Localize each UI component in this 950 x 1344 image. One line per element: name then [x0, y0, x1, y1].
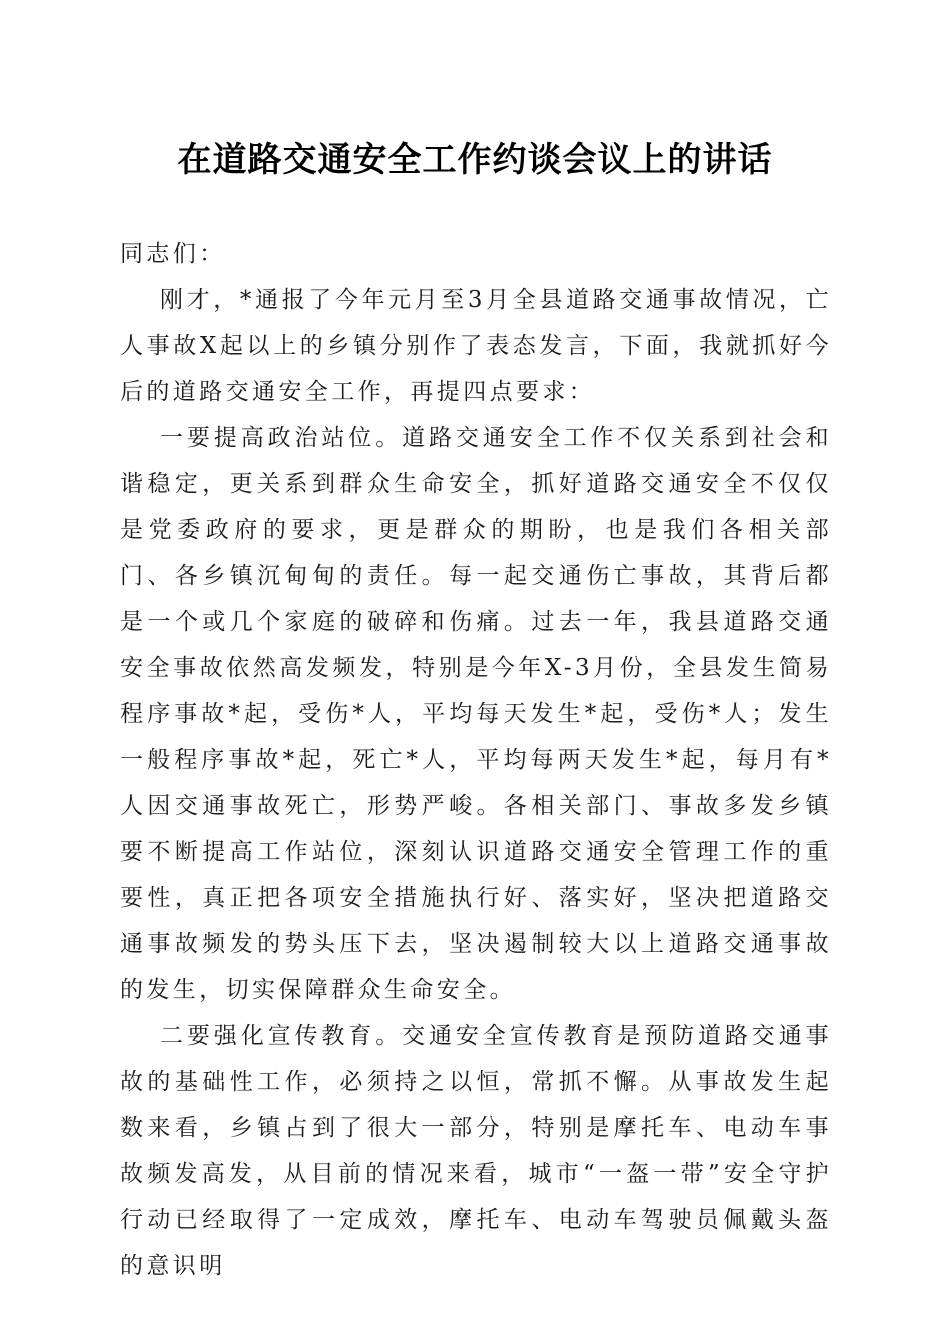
paragraph-political-stance: 一要提高政治站位。道路交通安全工作不仅关系到社会和谐稳定，更关系到群众生命安全，抓好道路交通安全不仅仅是党委政府的要求，更是群众的期盼，也是我们各相关部门、各乡镇沉甸甸的责任。每一起交通伤亡事故，其背后都是一个或几个家庭的破碎和伤痛。过去一年，我县道路交通安全事故依然高发频发，特别是今年X-3月份，全县发生简易程序事故*起，受伤*人，平均每天发生*起，受伤*人；发生一般程序事故*起，死亡*人，平均每两天发生*起，每月有*人因交通事故死亡，形势严峻。各相关部门、事故多发乡镇要不断提高工作站位，深刻认识道路交通安全管理工作的重要性，真正把各项安全措施执行好、落实好，坚决把道路交通事故频发的势头压下去，坚决遏制较大以上道路交通事故的发生，切实保障群众生命安全。: [120, 425, 832, 1003]
document-title: 在道路交通安全工作约谈会议上的讲话: [177, 140, 773, 180]
document-body: [120, 231, 832, 1289]
paragraph-publicity-education: 二要强化宣传教育。交通安全宣传教育是预防道路交通事故的基础性工作，必须持之以恒，常抓不懈。从事故发生起数来看，乡镇占到了很大一部分，特别是摩托车、电动车事故频发高发，从目前的情况来看，城市“一盔一带”安全守护行动已经取得了一定成效，摩托车、电动车驾驶员佩戴头盔的意识明: [120, 1023, 832, 1279]
salutation: 同志们：: [120, 241, 226, 267]
paragraph-intro: 刚才，*通报了今年元月至3月全县道路交通事故情况，亡人事故X起以上的乡镇分别作了表态发言，下面，我就抓好今后的道路交通安全工作，再提四点要求：: [120, 287, 832, 405]
